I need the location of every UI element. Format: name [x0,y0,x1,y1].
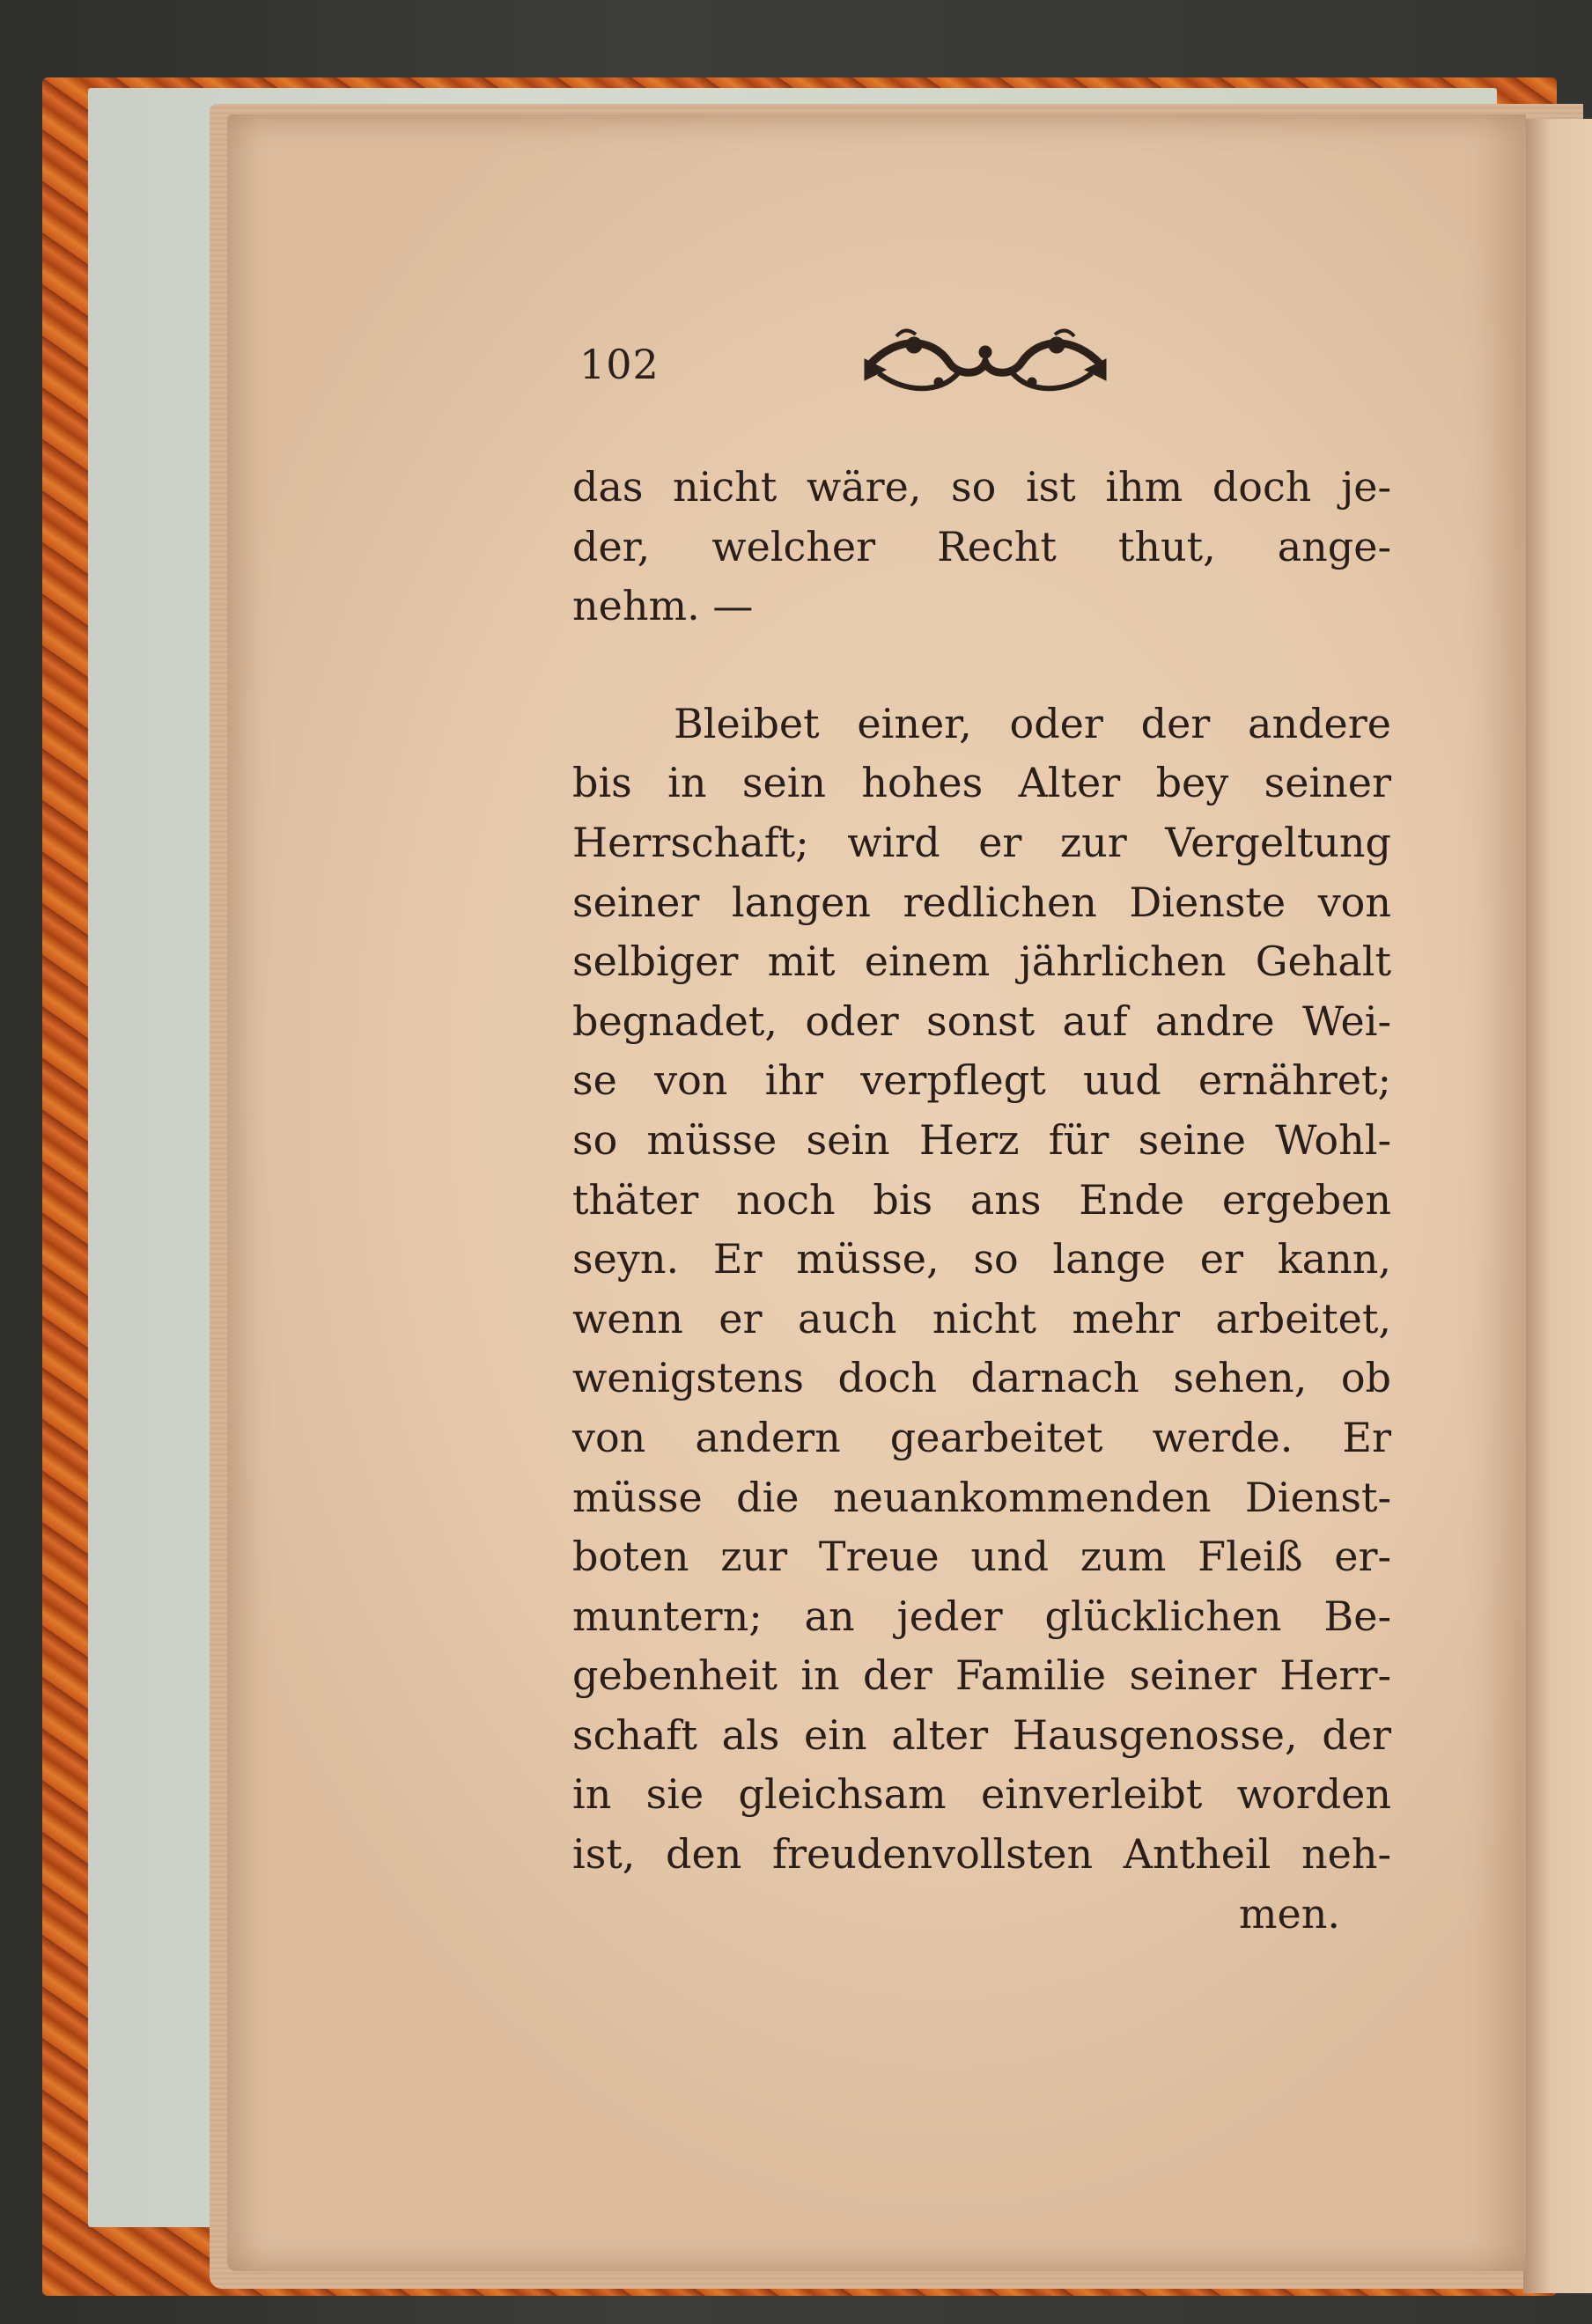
paragraph-2 [572,695,1391,1944]
text-line: von andern gearbeitet werde. Er [572,1413,1391,1461]
body-text [572,458,1391,1944]
text-line: selbiger mit einem jährlichen Gehalt [572,938,1391,986]
text-line: müsse die neuankommenden Dienst- [572,1473,1391,1521]
text-line: Bleibet einer, oder der andere [674,699,1391,747]
text-line: nehm. — [572,582,754,630]
text-line: muntern; an jeder glücklichen Be- [572,1592,1391,1640]
text-line: ist, den freudenvollsten Antheil neh- [572,1830,1391,1879]
text-line: seiner langen redlichen Dienste von [572,878,1391,926]
paragraph-1 [572,458,1391,636]
text-line: in sie gleichsam einverleibt worden [572,1770,1391,1819]
text-line: gebenheit in der Familie seiner Herr- [572,1651,1391,1700]
text-line: boten zur Treue und zum Fleiß er- [572,1533,1391,1581]
text-line: se von ihr verpflegt uud ernähret; [572,1056,1391,1105]
text-line: so müsse sein Herz für seine Wohl- [572,1115,1391,1164]
text-line: schaft als ein alter Hausgenosse, der [572,1710,1391,1759]
paragraph-gap [572,636,1391,695]
facing-page [1523,119,1592,2293]
text-line: der, welcher Recht thut, ange- [572,522,1391,570]
text-line: bis in sein hohes Alter bey seiner [572,759,1391,807]
printer-ornament-icon [861,319,1109,407]
text-line: men. [1238,1889,1340,1938]
text-line: wenigstens doch darnach sehen, ob [572,1354,1391,1402]
text-line: wenn er auch nicht mehr arbeitet, [572,1294,1391,1342]
text-line: seyn. Er müsse, so lange er kann, [572,1235,1391,1283]
text-line: begnadet, oder sonst auf andre Wei- [572,997,1391,1045]
text-line: das nicht wäre, so ist ihm doch je- [572,463,1391,511]
text-line: thäter noch bis ans Ende ergeben [572,1175,1391,1224]
page-number: 102 [579,341,660,388]
text-line: Herrschaft; wird er zur Vergeltung [572,818,1391,866]
